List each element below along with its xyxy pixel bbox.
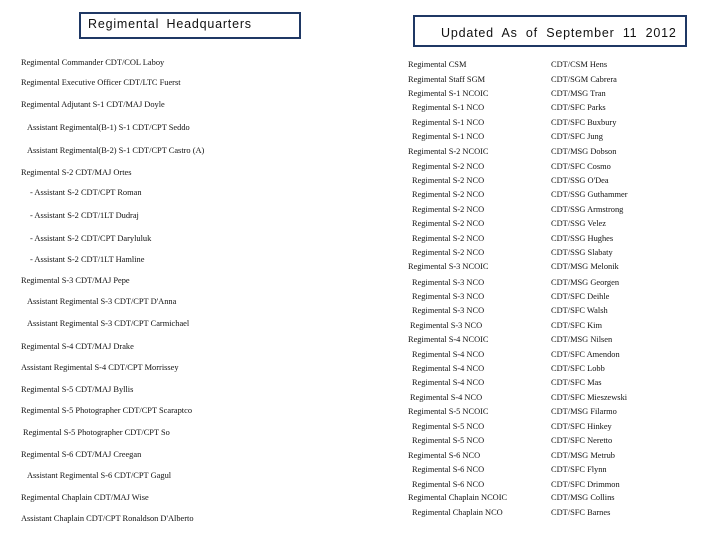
officer-entry: Regimental S-5 Photographer CDT/CPT So — [23, 428, 170, 437]
officer-entry: - Assistant S-2 CDT/1LT Hamline — [30, 255, 145, 264]
nco-row — [0, 364, 720, 376]
nco-position: Regimental S-4 NCO — [412, 378, 485, 387]
nco-position: Regimental S-4 NCO — [412, 364, 485, 373]
nco-position: Regimental S-3 NCO — [412, 292, 485, 301]
nco-row — [0, 118, 720, 130]
nco-position: Regimental S-3 NCO — [412, 306, 485, 315]
nco-row — [0, 234, 720, 246]
nco-row — [0, 508, 720, 520]
nco-position: Regimental S-2 NCO — [412, 205, 485, 214]
officer-entry: Regimental Adjutant S-1 CDT/MAJ Doyle — [21, 100, 165, 109]
nco-name: CDT/MSG Filarmo — [551, 407, 617, 416]
nco-row — [0, 321, 720, 333]
officer-entry: Assistant Regimental(B-2) S-1 CDT/CPT Castro (A) — [27, 146, 205, 155]
nco-name: CDT/SSG Slabaty — [551, 248, 613, 257]
nco-name: CDT/MSG Georgen — [551, 278, 620, 287]
nco-row — [0, 306, 720, 318]
nco-position: Regimental S-6 NCO — [412, 465, 485, 474]
nco-name: CDT/SFC Hinkey — [551, 422, 612, 431]
nco-position: Regimental Staff SGM — [408, 75, 486, 84]
nco-row — [0, 190, 720, 202]
nco-position: Regimental CSM — [408, 60, 467, 69]
officer-entry: Regimental S-4 CDT/MAJ Drake — [21, 342, 134, 351]
officer-entry: Assistant Regimental(B-1) S-1 CDT/CPT Seddo — [27, 123, 190, 132]
page-title: Regimental Headquarters — [88, 17, 252, 31]
nco-row — [0, 132, 720, 144]
nco-row — [0, 378, 720, 390]
nco-name: CDT/SSG Guthammer — [551, 190, 628, 199]
nco-position: Regimental S-4 NCO — [410, 393, 483, 402]
nco-row — [0, 493, 720, 505]
nco-row — [0, 162, 720, 174]
nco-name: CDT/SSG Armstrong — [551, 205, 624, 214]
nco-name: CDT/MSG Collins — [551, 493, 615, 502]
nco-row — [0, 480, 720, 492]
nco-position: Regimental S-3 NCOIC — [408, 262, 489, 271]
nco-position: Regimental S-1 NCO — [412, 103, 485, 112]
nco-name: CDT/SFC Barnes — [551, 508, 611, 517]
nco-name: CDT/MSG Dobson — [551, 147, 617, 156]
nco-name: CDT/SFC Neretto — [551, 436, 613, 445]
nco-position: Regimental Chaplain NCOIC — [408, 493, 508, 502]
nco-row — [0, 393, 720, 405]
officer-entry: Assistant Chaplain CDT/CPT Ronaldson D'Alberto — [21, 514, 194, 523]
nco-position: Regimental Chaplain NCO — [412, 508, 503, 517]
nco-name: CDT/SSG Hughes — [551, 234, 614, 243]
nco-name: CDT/SFC Lobb — [551, 364, 605, 373]
nco-row — [0, 205, 720, 217]
nco-row — [0, 89, 720, 101]
nco-position: Regimental S-6 NCO — [408, 451, 481, 460]
officer-entry: Regimental S-2 CDT/MAJ Ortes — [21, 168, 132, 177]
officer-entry: Regimental S-3 CDT/MAJ Pepe — [21, 276, 130, 285]
nco-name: CDT/SFC Flynn — [551, 465, 607, 474]
nco-position: Regimental S-2 NCO — [412, 176, 485, 185]
nco-name: CDT/SFC Mas — [551, 378, 602, 387]
officer-entry: - Assistant S-2 CDT/1LT Dudraj — [30, 211, 139, 220]
updated-box — [413, 15, 687, 47]
nco-position: Regimental S-6 NCO — [412, 480, 485, 489]
officer-entry: Assistant Regimental S-3 CDT/CPT Carmichael — [27, 319, 190, 328]
nco-position: Regimental S-1 NCO — [412, 132, 485, 141]
title-box — [79, 12, 301, 39]
officer-entry: Regimental Executive Officer CDT/LTC Fuerst — [21, 78, 181, 87]
nco-row — [0, 103, 720, 115]
nco-row — [0, 219, 720, 231]
nco-row — [0, 278, 720, 290]
nco-row — [0, 407, 720, 419]
officer-entry: Assistant Regimental S-6 CDT/CPT Gagul — [27, 471, 172, 480]
nco-position: Regimental S-4 NCOIC — [408, 335, 489, 344]
officer-entry: Regimental S-5 Photographer CDT/CPT Scaraptco — [21, 406, 193, 415]
officer-entry: Assistant Regimental S-4 CDT/CPT Morrissey — [21, 363, 179, 372]
nco-row — [0, 422, 720, 434]
nco-name: CDT/SFC Parks — [551, 103, 606, 112]
nco-row — [0, 465, 720, 477]
updated-date: Updated As of September 11 2012 — [441, 26, 677, 40]
nco-name: CDT/SFC Drimmon — [551, 480, 620, 489]
nco-name: CDT/SSG Velez — [551, 219, 606, 228]
nco-name: CDT/SFC Jung — [551, 132, 603, 141]
nco-name: CDT/SFC Kim — [551, 321, 602, 330]
nco-position: Regimental S-3 NCO — [412, 278, 485, 287]
nco-position: Regimental S-1 NCOIC — [408, 89, 489, 98]
nco-position: Regimental S-2 NCO — [412, 162, 485, 171]
nco-row — [0, 75, 720, 87]
nco-row — [0, 350, 720, 362]
nco-row — [0, 248, 720, 260]
nco-position: Regimental S-2 NCO — [412, 190, 485, 199]
nco-position: Regimental S-4 NCO — [412, 350, 485, 359]
nco-name: CDT/SFC Mieszewski — [551, 393, 628, 402]
nco-name: CDT/SFC Amendon — [551, 350, 620, 359]
nco-position: Regimental S-2 NCO — [412, 219, 485, 228]
nco-name: CDT/SFC Walsh — [551, 306, 608, 315]
nco-row — [0, 436, 720, 448]
nco-row — [0, 451, 720, 463]
officer-entry: Assistant Regimental S-3 CDT/CPT D'Anna — [27, 297, 177, 306]
officer-entry: Regimental S-6 CDT/MAJ Creegan — [21, 450, 142, 459]
nco-name: CDT/SFC Deihle — [551, 292, 610, 301]
nco-row — [0, 262, 720, 274]
nco-row — [0, 60, 720, 72]
nco-position: Regimental S-2 NCO — [412, 248, 485, 257]
nco-position: Regimental S-2 NCOIC — [408, 147, 489, 156]
officer-entry: Regimental S-5 CDT/MAJ Byllis — [21, 385, 134, 394]
nco-name: CDT/MSG Melonik — [551, 262, 619, 271]
nco-position: Regimental S-5 NCO — [412, 436, 485, 445]
officer-entry: Regimental Commander CDT/COL Laboy — [21, 58, 165, 67]
nco-name: CDT/SFC Cosmo — [551, 162, 611, 171]
nco-position: Regimental S-5 NCOIC — [408, 407, 489, 416]
nco-name: CDT/MSG Metrub — [551, 451, 615, 460]
nco-position: Regimental S-5 NCO — [412, 422, 485, 431]
officer-entry: - Assistant S-2 CDT/CPT Roman — [30, 188, 142, 197]
nco-name: CDT/SGM Cabrera — [551, 75, 617, 84]
nco-row — [0, 147, 720, 159]
nco-name: CDT/MSG Tran — [551, 89, 606, 98]
nco-name: CDT/MSG Nilsen — [551, 335, 613, 344]
nco-name: CDT/SFC Buxbury — [551, 118, 617, 127]
nco-name: CDT/SSG O'Dea — [551, 176, 609, 185]
nco-position: Regimental S-3 NCO — [410, 321, 483, 330]
officer-entry: Regimental Chaplain CDT/MAJ Wise — [21, 493, 149, 502]
nco-row — [0, 335, 720, 347]
officer-entry: - Assistant S-2 CDT/CPT Daryluluk — [30, 234, 152, 243]
nco-row — [0, 176, 720, 188]
nco-row — [0, 292, 720, 304]
nco-position: Regimental S-2 NCO — [412, 234, 485, 243]
nco-position: Regimental S-1 NCO — [412, 118, 485, 127]
nco-name: CDT/CSM Hens — [551, 60, 608, 69]
